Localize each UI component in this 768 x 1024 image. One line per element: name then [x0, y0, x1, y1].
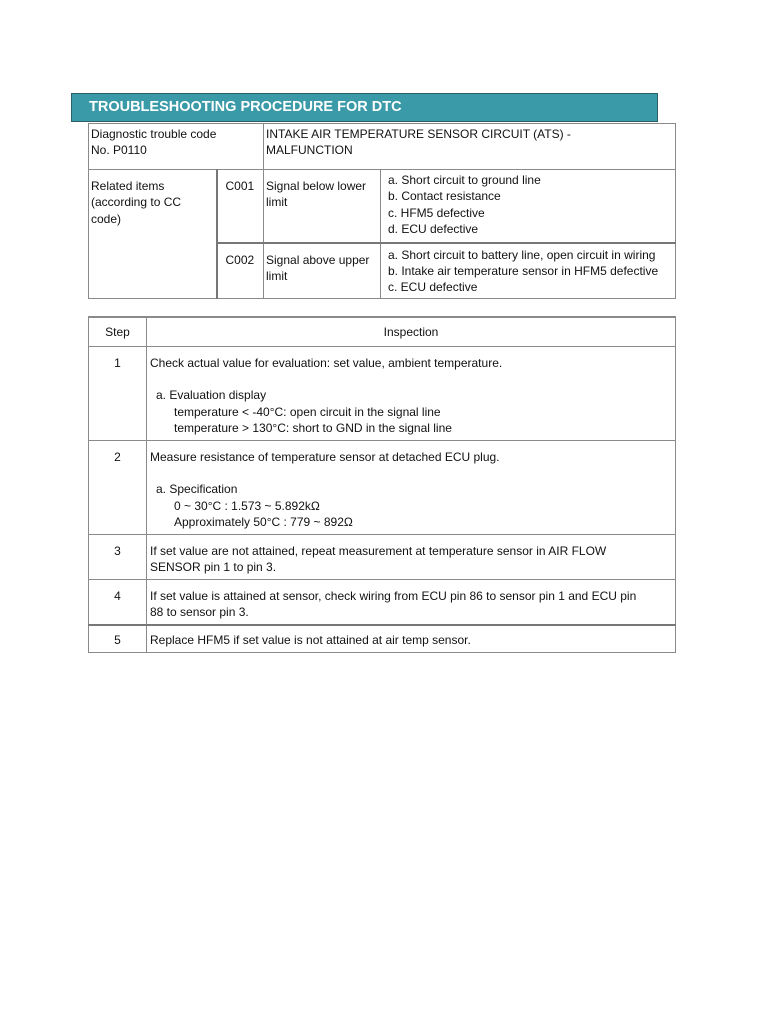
possible-causes: a. Short circuit to battery line, open circuit in wiring b. Intake air temperature sensor in HFM5 defective c. ECU defective [381, 243, 676, 299]
inspection-steps-table [88, 316, 676, 653]
step-number: 4 [89, 580, 147, 625]
related-items-label: Related items (according to CC code) [89, 170, 217, 299]
cc-code: C002 [217, 243, 264, 299]
step-number: 3 [89, 535, 147, 580]
step-row [89, 347, 676, 441]
step-number: 1 [89, 347, 147, 441]
step-row [89, 625, 676, 653]
page-title-banner [71, 93, 658, 122]
related-item-row [89, 170, 676, 243]
possible-causes: a. Short circuit to ground line b. Contact resistance c. HFM5 defective d. ECU defective [381, 170, 676, 243]
signal-condition: Signal below lower limit [264, 170, 381, 243]
page-title: TROUBLESHOOTING PROCEDURE FOR DTC [89, 99, 402, 115]
step-row [89, 441, 676, 535]
cc-code: C001 [217, 170, 264, 243]
step-number: 5 [89, 625, 147, 653]
step-inspection: Check actual value for evaluation: set value, ambient temperature. a. Evaluation display temperature < -40°C: open circuit in the signal line temperature > 130°C: short to GND in the signal line [147, 347, 676, 441]
dtc-table [88, 123, 676, 299]
signal-condition: Signal above upper limit [264, 243, 381, 299]
column-header-step: Step [89, 317, 147, 347]
step-inspection: If set value is attained at sensor, check wiring from ECU pin 86 to sensor pin 1 and ECU pin 88 to sensor pin 3. [147, 580, 676, 625]
table-header-row [89, 317, 676, 347]
step-row [89, 535, 676, 580]
step-row [89, 580, 676, 625]
step-inspection: Measure resistance of temperature sensor at detached ECU plug. a. Specification 0 ~ 30°C : 1.573 ~ 5.892kΩ Approximately 50°C : 779 ~ 892Ω [147, 441, 676, 535]
dtc-code-row [89, 124, 676, 170]
step-inspection: If set value are not attained, repeat measurement at temperature sensor in AIR FLOW SENSOR pin 1 to pin 3. [147, 535, 676, 580]
step-inspection: Replace HFM5 if set value is not attained at air temp sensor. [147, 625, 676, 653]
step-number: 2 [89, 441, 147, 535]
dtc-description: INTAKE AIR TEMPERATURE SENSOR CIRCUIT (ATS) - MALFUNCTION [264, 124, 676, 170]
dtc-code-label: Diagnostic trouble code No. P0110 [89, 124, 264, 170]
column-header-inspection: Inspection [147, 317, 676, 347]
